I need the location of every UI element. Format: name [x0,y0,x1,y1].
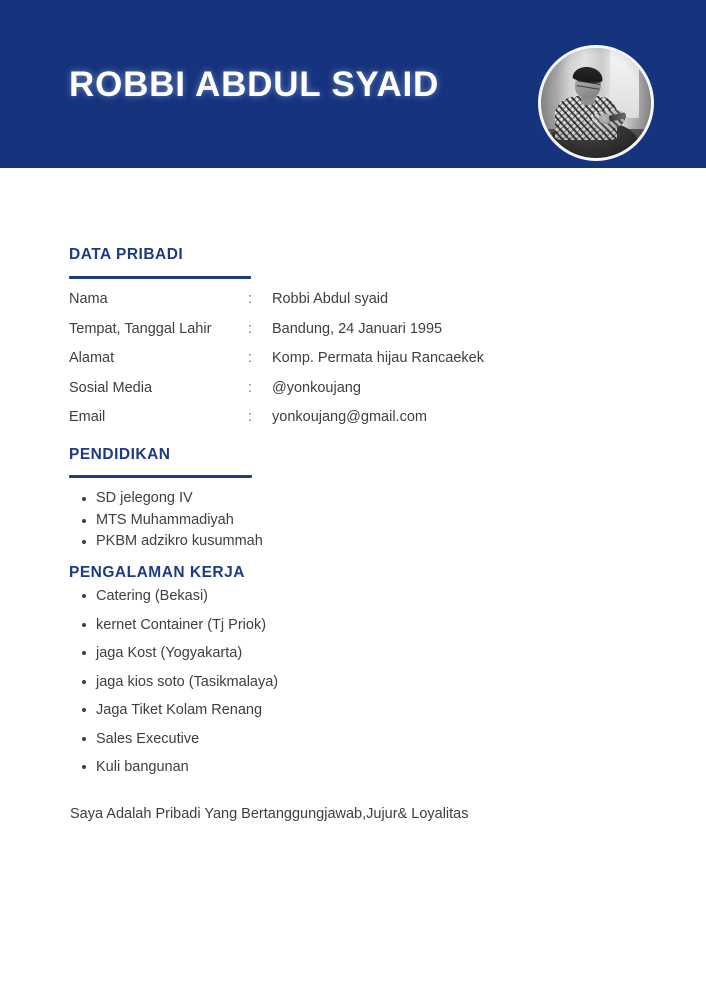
personal-data-table [69,290,629,438]
row-separator: : [248,409,253,425]
row-separator: : [248,320,253,337]
row-value: Komp. Permata hijau Rancaekek [272,350,484,366]
row-label: Alamat [69,350,115,366]
row-label: Tempat, Tanggal Lahir [69,320,212,337]
row-value: yonkoujang@gmail.com [272,409,427,425]
list-item: jaga Kost (Yogyakarta) [96,643,278,663]
section-heading-education: PENDIDIKAN [69,446,171,463]
row-label: Email [69,409,106,425]
list-item: MTS Muhammadiyah [96,510,263,532]
heading-underline [69,276,251,279]
list-item: kernet Container (Tj Priok) [96,615,278,635]
section-heading-experience: PENGALAMAN KERJA [69,564,245,581]
row-separator: : [248,291,253,307]
row-separator: : [248,379,253,396]
table-row [69,320,629,350]
closing-statement: Saya Adalah Pribadi Yang Bertanggungjawab,Jujur& Loyalitas [70,806,469,822]
row-separator: : [248,350,253,366]
section-personal-data [69,246,251,279]
row-value: Robbi Abdul syaid [272,291,389,307]
row-value: @yonkoujang [272,379,361,396]
list-item: Sales Executive [96,729,278,749]
list-item: Jaga Tiket Kolam Renang [96,700,278,720]
avatar-photo [541,48,651,158]
avatar [538,45,654,161]
section-heading-personal-data: DATA PRIBADI [69,246,184,263]
heading-underline [69,475,252,478]
row-value: Bandung, 24 Januari 1995 [272,320,443,337]
table-row [69,408,629,438]
list-item: PKBM adzikro kusummah [96,531,263,553]
education-list [96,488,263,553]
experience-list [96,586,278,786]
page-title: ROBBI ABDUL SYAID [69,65,440,104]
photo-vignette [541,48,651,158]
row-label: Nama [69,291,108,307]
section-education [69,446,252,478]
header-banner [0,0,706,168]
list-item: SD jelegong IV [96,488,263,510]
list-item: jaga kios soto (Tasikmalaya) [96,673,279,690]
table-row [69,349,629,379]
table-row [69,379,629,409]
row-label: Sosial Media [69,379,153,396]
table-row [69,290,629,320]
section-experience [69,564,245,582]
list-item: Catering (Bekasi) [96,586,278,606]
list-item: Kuli bangunan [96,757,278,777]
